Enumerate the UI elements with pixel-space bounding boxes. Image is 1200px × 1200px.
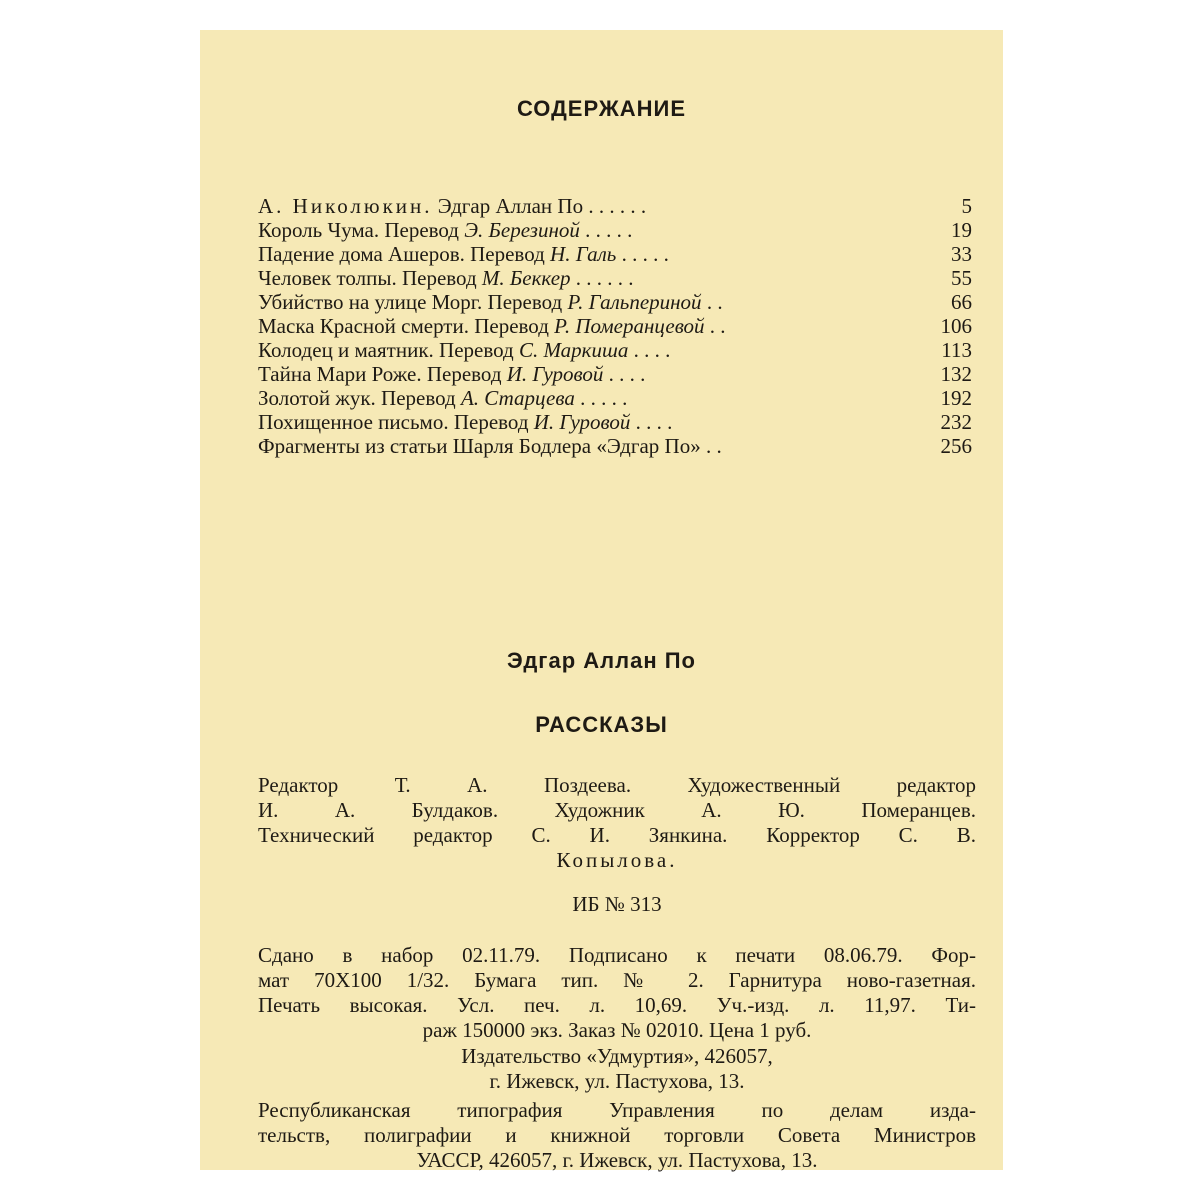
toc-entry-text: [258, 362, 645, 386]
toc-entry-page: 192: [940, 386, 972, 410]
toc-entry-author: А. Николюкин.: [258, 194, 433, 218]
toc-entry-translator: Р. Померанцевой: [554, 314, 705, 338]
toc-entry: [258, 218, 972, 242]
toc-entry-dots: . . . .: [603, 362, 646, 386]
toc-entry-title: Фрагменты из статьи Шарля Бодлера «Эдгар По»: [258, 434, 701, 458]
toc-entry: [258, 434, 972, 458]
toc-entry-translator: И. Гуровой: [506, 362, 604, 386]
print-specs-block: [258, 943, 976, 1043]
toc-entry-title: Колодец и маятник. Перевод: [258, 338, 514, 362]
toc-entry-translator: А. Старцева: [460, 386, 575, 410]
toc-entry-title: Убийство на улице Морг. Перевод: [258, 290, 563, 314]
toc-entry-title: Похищенное письмо. Перевод: [258, 410, 529, 434]
toc-entry-translator: С. Маркиша: [518, 338, 629, 362]
toc-entry-dots: . .: [700, 434, 722, 458]
toc-entry-dots: . .: [701, 290, 723, 314]
toc-entry-text: [258, 194, 646, 218]
toc-entry-page: 5: [961, 194, 972, 218]
toc-entry-text: [258, 266, 634, 290]
toc-entry: [258, 314, 972, 338]
printer-line: тельств, полиграфии и книжной торговли Совета Министров: [258, 1123, 976, 1147]
toc-entry-dots: . . . . . .: [583, 194, 647, 218]
toc-entry-dots: . .: [704, 314, 726, 338]
toc-entry-dots: . . . . . .: [570, 266, 634, 290]
publisher-line: г. Ижевск, ул. Пастухова, 13.: [489, 1069, 745, 1093]
toc-entry-page: 113: [941, 338, 972, 362]
toc-entry-title: Человек толпы. Перевод: [258, 266, 477, 290]
table-of-contents: [258, 194, 972, 458]
toc-entry-dots: . . . . .: [574, 386, 628, 410]
toc-entry-translator: И. Гуровой: [533, 410, 631, 434]
toc-entry-page: 232: [940, 410, 972, 434]
toc-entry-translator: Р. Гальпериной: [567, 290, 702, 314]
toc-entry-translator: М. Беккер: [481, 266, 571, 290]
toc-entry: [258, 410, 972, 434]
toc-entry-translator: Н. Галь: [550, 242, 617, 266]
specs-line: раж 150000 экз. Заказ № 02010. Цена 1 руб.: [422, 1018, 812, 1042]
toc-entry: [258, 386, 972, 410]
credits-line: И. А. Булдаков. Художник А. Ю. Померанцев.: [258, 798, 976, 822]
toc-entry-page: 66: [951, 290, 972, 314]
printer-line: УАССР, 426057, г. Ижевск, ул. Пастухова, 13.: [416, 1148, 818, 1172]
toc-entry-text: [258, 314, 726, 338]
toc-entry-text: [258, 218, 632, 242]
printer-block: [258, 1098, 976, 1173]
toc-entry-page: 55: [951, 266, 972, 290]
toc-entry-dots: . . . .: [630, 410, 673, 434]
toc-entry-translator: Э. Березиной: [464, 218, 580, 242]
toc-entry-text: [258, 338, 670, 362]
toc-entry-dots: . . . . .: [579, 218, 633, 242]
toc-entry-title: Маска Красной смерти. Перевод: [258, 314, 549, 338]
toc-entry-text: [258, 434, 722, 458]
book-title: РАССКАЗЫ: [535, 712, 668, 737]
specs-line: Сдано в набор 02.11.79. Подписано к печати 08.06.79. Фор-: [258, 943, 976, 967]
toc-entry: [258, 266, 972, 290]
specs-line: мат 70X100 1/32. Бумага тип. № 2. Гарнитура ново-газетная.: [258, 968, 976, 992]
credits-line: Редактор Т. А. Поздеева. Художественный редактор: [258, 773, 976, 797]
credits-block: [258, 773, 976, 873]
specs-line: Печать высокая. Усл. печ. л. 10,69. Уч.-изд. л. 11,97. Ти-: [258, 993, 976, 1017]
toc-entry-title: Король Чума. Перевод: [258, 218, 459, 242]
toc-entry-text: [258, 290, 723, 314]
toc-entry-text: [258, 386, 627, 410]
contents-heading: СОДЕРЖАНИЕ: [516, 96, 687, 121]
toc-entry-dots: . . . . .: [616, 242, 669, 266]
toc-entry: [258, 242, 972, 266]
toc-entry-dots: . . . .: [628, 338, 671, 362]
toc-entry-page: 33: [951, 242, 972, 266]
toc-entry-page: 106: [940, 314, 972, 338]
publisher-block: [258, 1044, 976, 1094]
toc-entry: [258, 362, 972, 386]
toc-entry-title: Падение дома Ашеров. Перевод: [258, 242, 545, 266]
book-page: [200, 30, 1003, 1170]
toc-entry-page: 132: [940, 362, 972, 386]
toc-entry-text: [258, 242, 669, 266]
ib-number: ИБ № 313: [572, 892, 662, 916]
toc-entry: [258, 338, 972, 362]
toc-entry-text: [258, 410, 672, 434]
credits-line: Технический редактор С. И. Зянкина. Корректор С. В.: [258, 823, 976, 847]
toc-entry-page: 19: [951, 218, 972, 242]
toc-entry: [258, 194, 972, 218]
toc-entry-title: Эдгар Аллан По: [437, 194, 584, 218]
credits-line: Копылова.: [556, 848, 678, 872]
printer-line: Республиканская типография Управления по делам изда-: [258, 1098, 976, 1122]
book-author: Эдгар Аллан По: [506, 648, 696, 673]
toc-entry: [258, 290, 972, 314]
toc-entry-title: Золотой жук. Перевод: [258, 386, 456, 410]
toc-entry-page: 256: [940, 434, 972, 458]
publisher-line: Издательство «Удмуртия», 426057,: [461, 1044, 773, 1068]
toc-entry-title: Тайна Мари Роже. Перевод: [258, 362, 502, 386]
